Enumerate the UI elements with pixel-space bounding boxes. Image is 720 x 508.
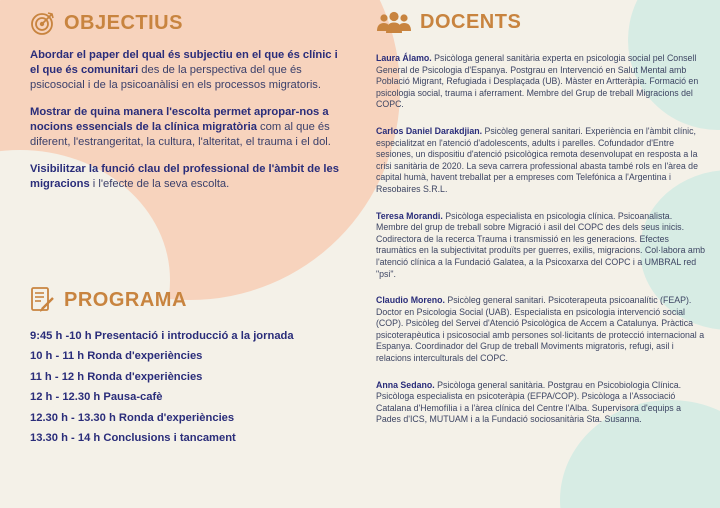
objectiu-2 (30, 105, 340, 150)
objectiu-2-bold: Mostrar de quina manera l'escolta permet apropar-nos a nocions essencials de la clínica migratòria (30, 106, 329, 133)
docent-entry (376, 211, 706, 281)
programa-item: 13.30 h - 14 h Conclusions i tancament (30, 431, 236, 444)
docent-name: Claudio Moreno. (376, 295, 445, 306)
objectiu-2-text: com al que és diferent, l'estrangeritat, la cultura, l'alteritat, el trauma i el dol. (30, 121, 331, 148)
programa-item: 12.30 h - 13.30 h Ronda d'experiències (30, 411, 235, 424)
document-pencil-icon (30, 286, 56, 314)
objectius-section (30, 10, 340, 192)
people-group-icon (376, 10, 412, 34)
docent-bio: Psicòleg general sanitari. Experiència en l'àmbit clínic, especialitzat en l'atenció d'adolescents, adults i parelles. Cofundador d'Entre sesiones, un dispositiu d'atenció psicològica remota desenvolupat en resposta a la crisi sanitària de 2020. La seva carrera professional abasta també rols en l'àrea de capital humà, havent treballat per a empreses com Telefónica a l'Argentina i Resobaires S.R.L. (376, 125, 698, 194)
programa-title: PROGRAMA (64, 288, 187, 311)
objectiu-3-text: i l'efecte de la seva escolta. (89, 178, 230, 190)
programa-item: 11 h - 12 h Ronda d'experiències (30, 370, 203, 383)
programa-item: 9:45 h -10 h Presentació i introducció a la jornada (30, 330, 294, 342)
programa-section (30, 286, 350, 452)
docents-title: DOCENTS (420, 10, 522, 33)
objectiu-1-bold: Abordar el paper del qual és subjectiu en el que és clínic i el que és comunitari (30, 49, 338, 76)
docent-entry (376, 295, 706, 365)
objectius-heading (30, 10, 340, 36)
programa-item: 12 h - 12.30 h Pausa-cafè (30, 391, 163, 404)
docent-entry (376, 53, 706, 111)
docent-name: Anna Sedano. (376, 379, 435, 390)
docents-heading (376, 10, 706, 34)
docent-bio: Psicòleg general sanitari. Psicoterapeuta psicoanalític (FEAP). Doctor en Psicologia Social (UAB). Especialista en psicologia intervenció social (COP). Psicòleg del Servei d'Atenció Psicològica de Accem a Catalunya. Pràctica psicoterapèutica i psicosocial amb persones sol·licitants de protecció internacional a Espanya. Coordinador del Grup de treball Moviments migratoris, refugi, asil i relacions interculturals del COPC. (376, 295, 705, 364)
programa-heading (30, 286, 350, 314)
objectius-title: OBJECTIUS (64, 11, 183, 34)
docent-name: Carlos Daniel Darakdjian. (376, 125, 483, 136)
target-icon (30, 10, 56, 36)
docent-name: Laura Álamo. (376, 53, 432, 63)
docent-bio: Psicòloga especialista en psicologia clínica. Psicoanalista. Membre del grup de treball sobre Migració i asil del COPC des dels seus inicis. Codirectora de la recerca Trauma i transmissió en les generacions. Efectes traumàtics en la subjectivitat produïts per guerres, exilis, migracions. Col·labora amb l'atenció clínica a la Fundació Galatea, a la Psicoxarxa del COPC i a UMBRAL red "psi". (376, 210, 706, 279)
docent-bio: Psicòloga general sanitària. Postgrau en Psicobiologia Clínica. Psicòloga especialista en psicoteràpia (EFPA/COP). Psicòloga a l'Associació Catalana d'Hemofília i a l'àrea clínica del Centre l'Alba. Supervisora d'equips a Pades d'ICS, MUTUAM i a la Fundació sociosanitària Sta. Susanna. (376, 379, 682, 425)
docent-entry (376, 126, 706, 196)
programa-list (30, 330, 350, 452)
objectiu-1-text: des de la perspectiva del que és psicosocial i de la psicoanàlisi en els processos migratoris. (30, 64, 322, 91)
objectiu-3-bold: Visibilitzar la funció clau del professional de l'àmbit de les migracions (30, 163, 339, 190)
objectiu-3 (30, 162, 340, 192)
docent-name: Teresa Morandi. (376, 210, 443, 221)
programa-item: 10 h - 11 h Ronda d'experiències (30, 350, 203, 363)
docent-bio: Psicòloga general sanitària experta en psicologia social pel Consell General de Psicologia d'Espanya. Postgrau en Intervenció en Salut Mental amb Població Migrant, Refugiada i Desplaçada (UB). Màster en Artteràpia. Formació en psicologia social, trauma i aferrament. Membre del Grup de treball Migracions del COPC. (376, 53, 699, 110)
objectiu-1 (30, 48, 340, 93)
docent-entry (376, 380, 706, 426)
docents-section (376, 10, 706, 426)
